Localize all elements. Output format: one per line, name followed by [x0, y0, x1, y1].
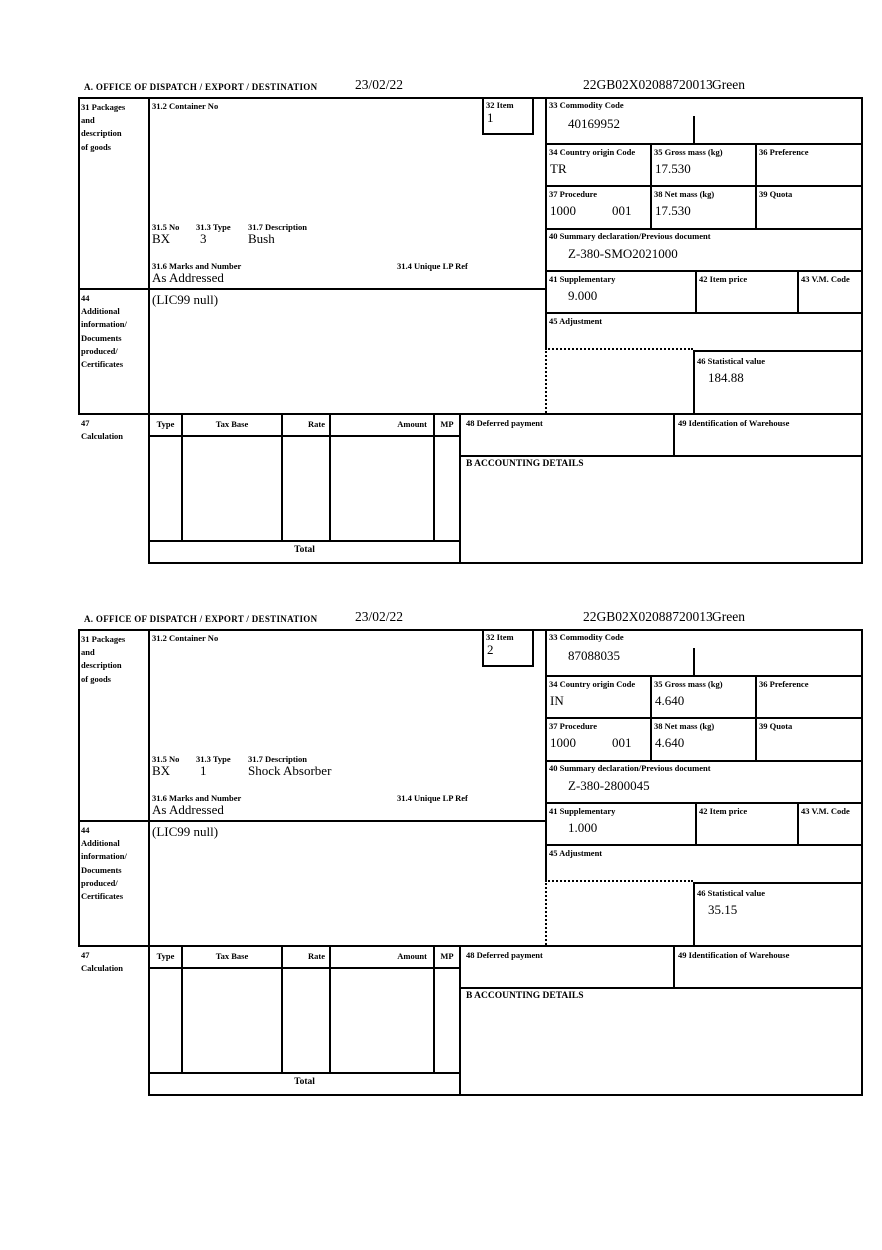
gross-mass-value: 17.530 — [655, 161, 691, 176]
box31-2-container-no-label: 31.2 Container No — [152, 633, 219, 643]
net-mass-value: 4.640 — [655, 735, 685, 750]
tax-column-rate-header: Rate — [308, 951, 325, 961]
box39-quota-label: 39 Quota — [759, 189, 793, 199]
label-line: Certificates — [81, 359, 124, 370]
tax-column-amount-header: Amount — [397, 951, 427, 961]
label-line: and — [81, 647, 95, 658]
tax-column-tax-base-header: Tax Base — [215, 419, 249, 429]
dotted-divider — [545, 880, 693, 882]
box31-5-no-label: 31.5 No — [152, 222, 180, 232]
tax-column-type-header: Type — [156, 951, 175, 961]
divider — [545, 228, 863, 230]
box46-statistical-value-label: 46 Statistical value — [697, 356, 765, 366]
box48-deferred-payment-label: 48 Deferred payment — [466, 950, 543, 960]
divider — [482, 629, 484, 665]
divider — [693, 882, 695, 945]
divider — [482, 133, 534, 135]
divider — [181, 413, 183, 540]
box34-country-origin-label: 34 Country origin Code — [549, 679, 636, 689]
box38-net-mass-label: 38 Net mass (kg) — [654, 189, 715, 199]
box49-warehouse-label: 49 Identification of Warehouse — [678, 950, 790, 960]
package-type-value: 1 — [200, 763, 207, 778]
divider — [78, 945, 863, 947]
divider — [545, 760, 863, 762]
box43-vm-code-label: 43 V.M. Code — [801, 274, 850, 284]
box37-procedure-label: 37 Procedure — [549, 189, 598, 199]
divider — [459, 455, 863, 457]
procedure-code2-value: 001 — [612, 735, 632, 750]
box45-adjustment-label: 45 Adjustment — [549, 848, 603, 858]
box32-item-label: 32 Item — [486, 100, 514, 110]
box44-additional-info-label — [81, 292, 127, 371]
package-no-value: BX — [152, 231, 171, 246]
divider — [148, 562, 863, 564]
divider — [281, 413, 283, 540]
box47-calculation-label — [81, 949, 123, 975]
dotted-divider — [545, 348, 693, 350]
total-label: Total — [294, 545, 315, 555]
office-of-dispatch-label: A. OFFICE OF DISPATCH / EXPORT / DESTINATION — [84, 82, 318, 92]
divider — [482, 665, 534, 667]
declaration-reference-value: 22GB02X02088720013 — [583, 609, 713, 624]
routing-channel-value: Green — [712, 609, 745, 624]
label-line: 44 — [81, 293, 90, 303]
gross-mass-value: 4.640 — [655, 693, 685, 708]
tax-column-tax-base-header: Tax Base — [215, 951, 249, 961]
commodity-code-subdivision-mark — [693, 648, 695, 675]
marks-and-number-value: As Addressed — [152, 270, 224, 285]
divider — [545, 675, 863, 677]
divider — [433, 413, 435, 540]
label-line: Additional — [81, 838, 120, 849]
summary-declaration-value: Z-380-SMO2021000 — [568, 246, 678, 261]
total-label: Total — [294, 1077, 315, 1087]
box35-gross-mass-label: 35 Gross mass (kg) — [654, 679, 723, 689]
box31-packages-label — [81, 633, 125, 686]
box31-6-marks-label: 31.6 Marks and Number — [152, 793, 242, 803]
accounting-details-label: B ACCOUNTING DETAILS — [466, 459, 584, 469]
label-line: 44 — [81, 825, 90, 835]
box40-summary-declaration-label: 40 Summary declaration/Previous document — [549, 231, 711, 241]
declaration-reference-value: 22GB02X02088720013 — [583, 77, 713, 92]
divider — [695, 270, 697, 312]
divider — [695, 802, 697, 844]
label-line: Documents — [81, 332, 122, 343]
marks-and-number-value: As Addressed — [152, 802, 224, 817]
dotted-divider — [545, 348, 547, 413]
box31-6-marks-label: 31.6 Marks and Number — [152, 261, 242, 271]
tax-column-type-header: Type — [156, 419, 175, 429]
divider — [459, 945, 461, 1096]
divider — [545, 143, 863, 145]
label-line: produced/ — [81, 345, 118, 356]
divider — [532, 97, 534, 133]
label-line: Calculation — [81, 963, 124, 974]
label-line: and — [81, 115, 95, 126]
box31-5-no-label: 31.5 No — [152, 754, 180, 764]
commodity-code-value: 40169952 — [568, 116, 620, 131]
country-origin-value: TR — [550, 161, 567, 176]
divider — [797, 802, 799, 844]
country-origin-value: IN — [550, 693, 564, 708]
divider — [148, 97, 150, 564]
label-line: 31 Packages — [81, 634, 126, 644]
box31-3-type-label: 31.3 Type — [196, 222, 231, 232]
divider — [861, 97, 863, 564]
tax-column-rate-header: Rate — [308, 419, 325, 429]
divider — [650, 143, 652, 228]
divider — [78, 288, 547, 290]
procedure-value: 1000 — [550, 203, 576, 218]
routing-channel-value: Green — [712, 77, 745, 92]
box31-7-description-label: 31.7 Description — [248, 222, 308, 232]
divider — [148, 540, 461, 542]
office-of-dispatch-label: A. OFFICE OF DISPATCH / EXPORT / DESTINATION — [84, 614, 318, 624]
label-line: Additional — [81, 306, 120, 317]
tax-column-mp-header: MP — [440, 419, 454, 429]
label-line: produced/ — [81, 877, 118, 888]
label-line: of goods — [81, 141, 111, 152]
divider — [78, 97, 80, 415]
label-line: Certificates — [81, 891, 124, 902]
divider — [482, 97, 484, 133]
package-type-value: 3 — [200, 231, 207, 246]
box35-gross-mass-label: 35 Gross mass (kg) — [654, 147, 723, 157]
divider — [755, 675, 757, 760]
box48-deferred-payment-label: 48 Deferred payment — [466, 418, 543, 428]
divider — [545, 185, 863, 187]
box31-packages-label — [81, 101, 125, 154]
date-value: 23/02/22 — [355, 609, 404, 624]
divider — [181, 945, 183, 1072]
divider — [673, 945, 675, 987]
box36-preference-label: 36 Preference — [759, 679, 809, 689]
label-line: of goods — [81, 673, 111, 684]
statistical-value: 184.88 — [708, 370, 744, 385]
divider — [329, 413, 331, 540]
box38-net-mass-label: 38 Net mass (kg) — [654, 721, 715, 731]
divider — [148, 967, 461, 969]
divider — [148, 629, 150, 1096]
statistical-value: 35.15 — [708, 902, 738, 917]
box49-warehouse-label: 49 Identification of Warehouse — [678, 418, 790, 428]
label-line: description — [81, 660, 122, 671]
net-mass-value: 17.530 — [655, 203, 691, 218]
label-line: Calculation — [81, 431, 124, 442]
box41-supplementary-label: 41 Supplementary — [549, 274, 616, 284]
box43-vm-code-label: 43 V.M. Code — [801, 806, 850, 816]
box40-summary-declaration-label: 40 Summary declaration/Previous document — [549, 763, 711, 773]
box44-additional-info-label — [81, 824, 127, 903]
procedure-code2-value: 001 — [612, 203, 632, 218]
divider — [78, 97, 863, 99]
declaration-item-section — [0, 610, 882, 1100]
divider — [78, 629, 863, 631]
divider — [281, 945, 283, 1072]
divider — [693, 350, 695, 413]
supplementary-value: 9.000 — [568, 288, 598, 303]
supplementary-value: 1.000 — [568, 820, 598, 835]
box39-quota-label: 39 Quota — [759, 721, 793, 731]
label-line: information/ — [81, 319, 127, 330]
divider — [861, 629, 863, 1096]
divider — [545, 270, 863, 272]
label-line: 47 — [81, 950, 90, 960]
label-line: 31 Packages — [81, 102, 126, 112]
box31-2-container-no-label: 31.2 Container No — [152, 101, 219, 111]
divider — [78, 413, 863, 415]
tax-column-mp-header: MP — [440, 951, 454, 961]
divider — [148, 1094, 863, 1096]
procedure-value: 1000 — [550, 735, 576, 750]
label-line: 47 — [81, 418, 90, 428]
accounting-details-label: B ACCOUNTING DETAILS — [466, 991, 584, 1001]
label-line: information/ — [81, 851, 127, 862]
declaration-item-section — [0, 78, 882, 568]
box47-calculation-label — [81, 417, 123, 443]
box31-4-unique-lp-ref-label: 31.4 Unique LP Ref — [397, 793, 468, 803]
divider — [459, 987, 863, 989]
box36-preference-label: 36 Preference — [759, 147, 809, 157]
dotted-divider — [545, 880, 547, 945]
box32-item-label: 32 Item — [486, 632, 514, 642]
divider — [148, 1072, 461, 1074]
summary-declaration-value: Z-380-2800045 — [568, 778, 650, 793]
divider — [755, 143, 757, 228]
box31-3-type-label: 31.3 Type — [196, 754, 231, 764]
divider — [459, 413, 461, 564]
box45-adjustment-label: 45 Adjustment — [549, 316, 603, 326]
divider — [797, 270, 799, 312]
divider — [329, 945, 331, 1072]
box33-commodity-code-label: 33 Commodity Code — [549, 632, 624, 642]
divider — [650, 675, 652, 760]
commodity-code-subdivision-mark — [693, 116, 695, 143]
tax-column-amount-header: Amount — [397, 419, 427, 429]
divider — [673, 413, 675, 455]
item-number-value: 1 — [487, 110, 494, 125]
divider — [78, 820, 547, 822]
commodity-code-value: 87088035 — [568, 648, 620, 663]
additional-information-value: (LIC99 null) — [152, 292, 219, 307]
box42-item-price-label: 42 Item price — [699, 274, 748, 284]
divider — [148, 435, 461, 437]
box31-7-description-label: 31.7 Description — [248, 754, 308, 764]
divider — [545, 844, 863, 846]
divider — [433, 945, 435, 1072]
package-no-value: BX — [152, 763, 171, 778]
divider — [545, 802, 863, 804]
date-value: 23/02/22 — [355, 77, 404, 92]
goods-description-value: Bush — [248, 231, 275, 246]
label-line: Documents — [81, 864, 122, 875]
divider — [78, 629, 80, 947]
goods-description-value: Shock Absorber — [248, 763, 332, 778]
box33-commodity-code-label: 33 Commodity Code — [549, 100, 624, 110]
divider — [532, 629, 534, 665]
additional-information-value: (LIC99 null) — [152, 824, 219, 839]
box42-item-price-label: 42 Item price — [699, 806, 748, 816]
divider — [693, 350, 863, 352]
box31-4-unique-lp-ref-label: 31.4 Unique LP Ref — [397, 261, 468, 271]
item-number-value: 2 — [487, 642, 494, 657]
divider — [545, 312, 863, 314]
box46-statistical-value-label: 46 Statistical value — [697, 888, 765, 898]
label-line: description — [81, 128, 122, 139]
divider — [545, 717, 863, 719]
box37-procedure-label: 37 Procedure — [549, 721, 598, 731]
box41-supplementary-label: 41 Supplementary — [549, 806, 616, 816]
box34-country-origin-label: 34 Country origin Code — [549, 147, 636, 157]
divider — [693, 882, 863, 884]
